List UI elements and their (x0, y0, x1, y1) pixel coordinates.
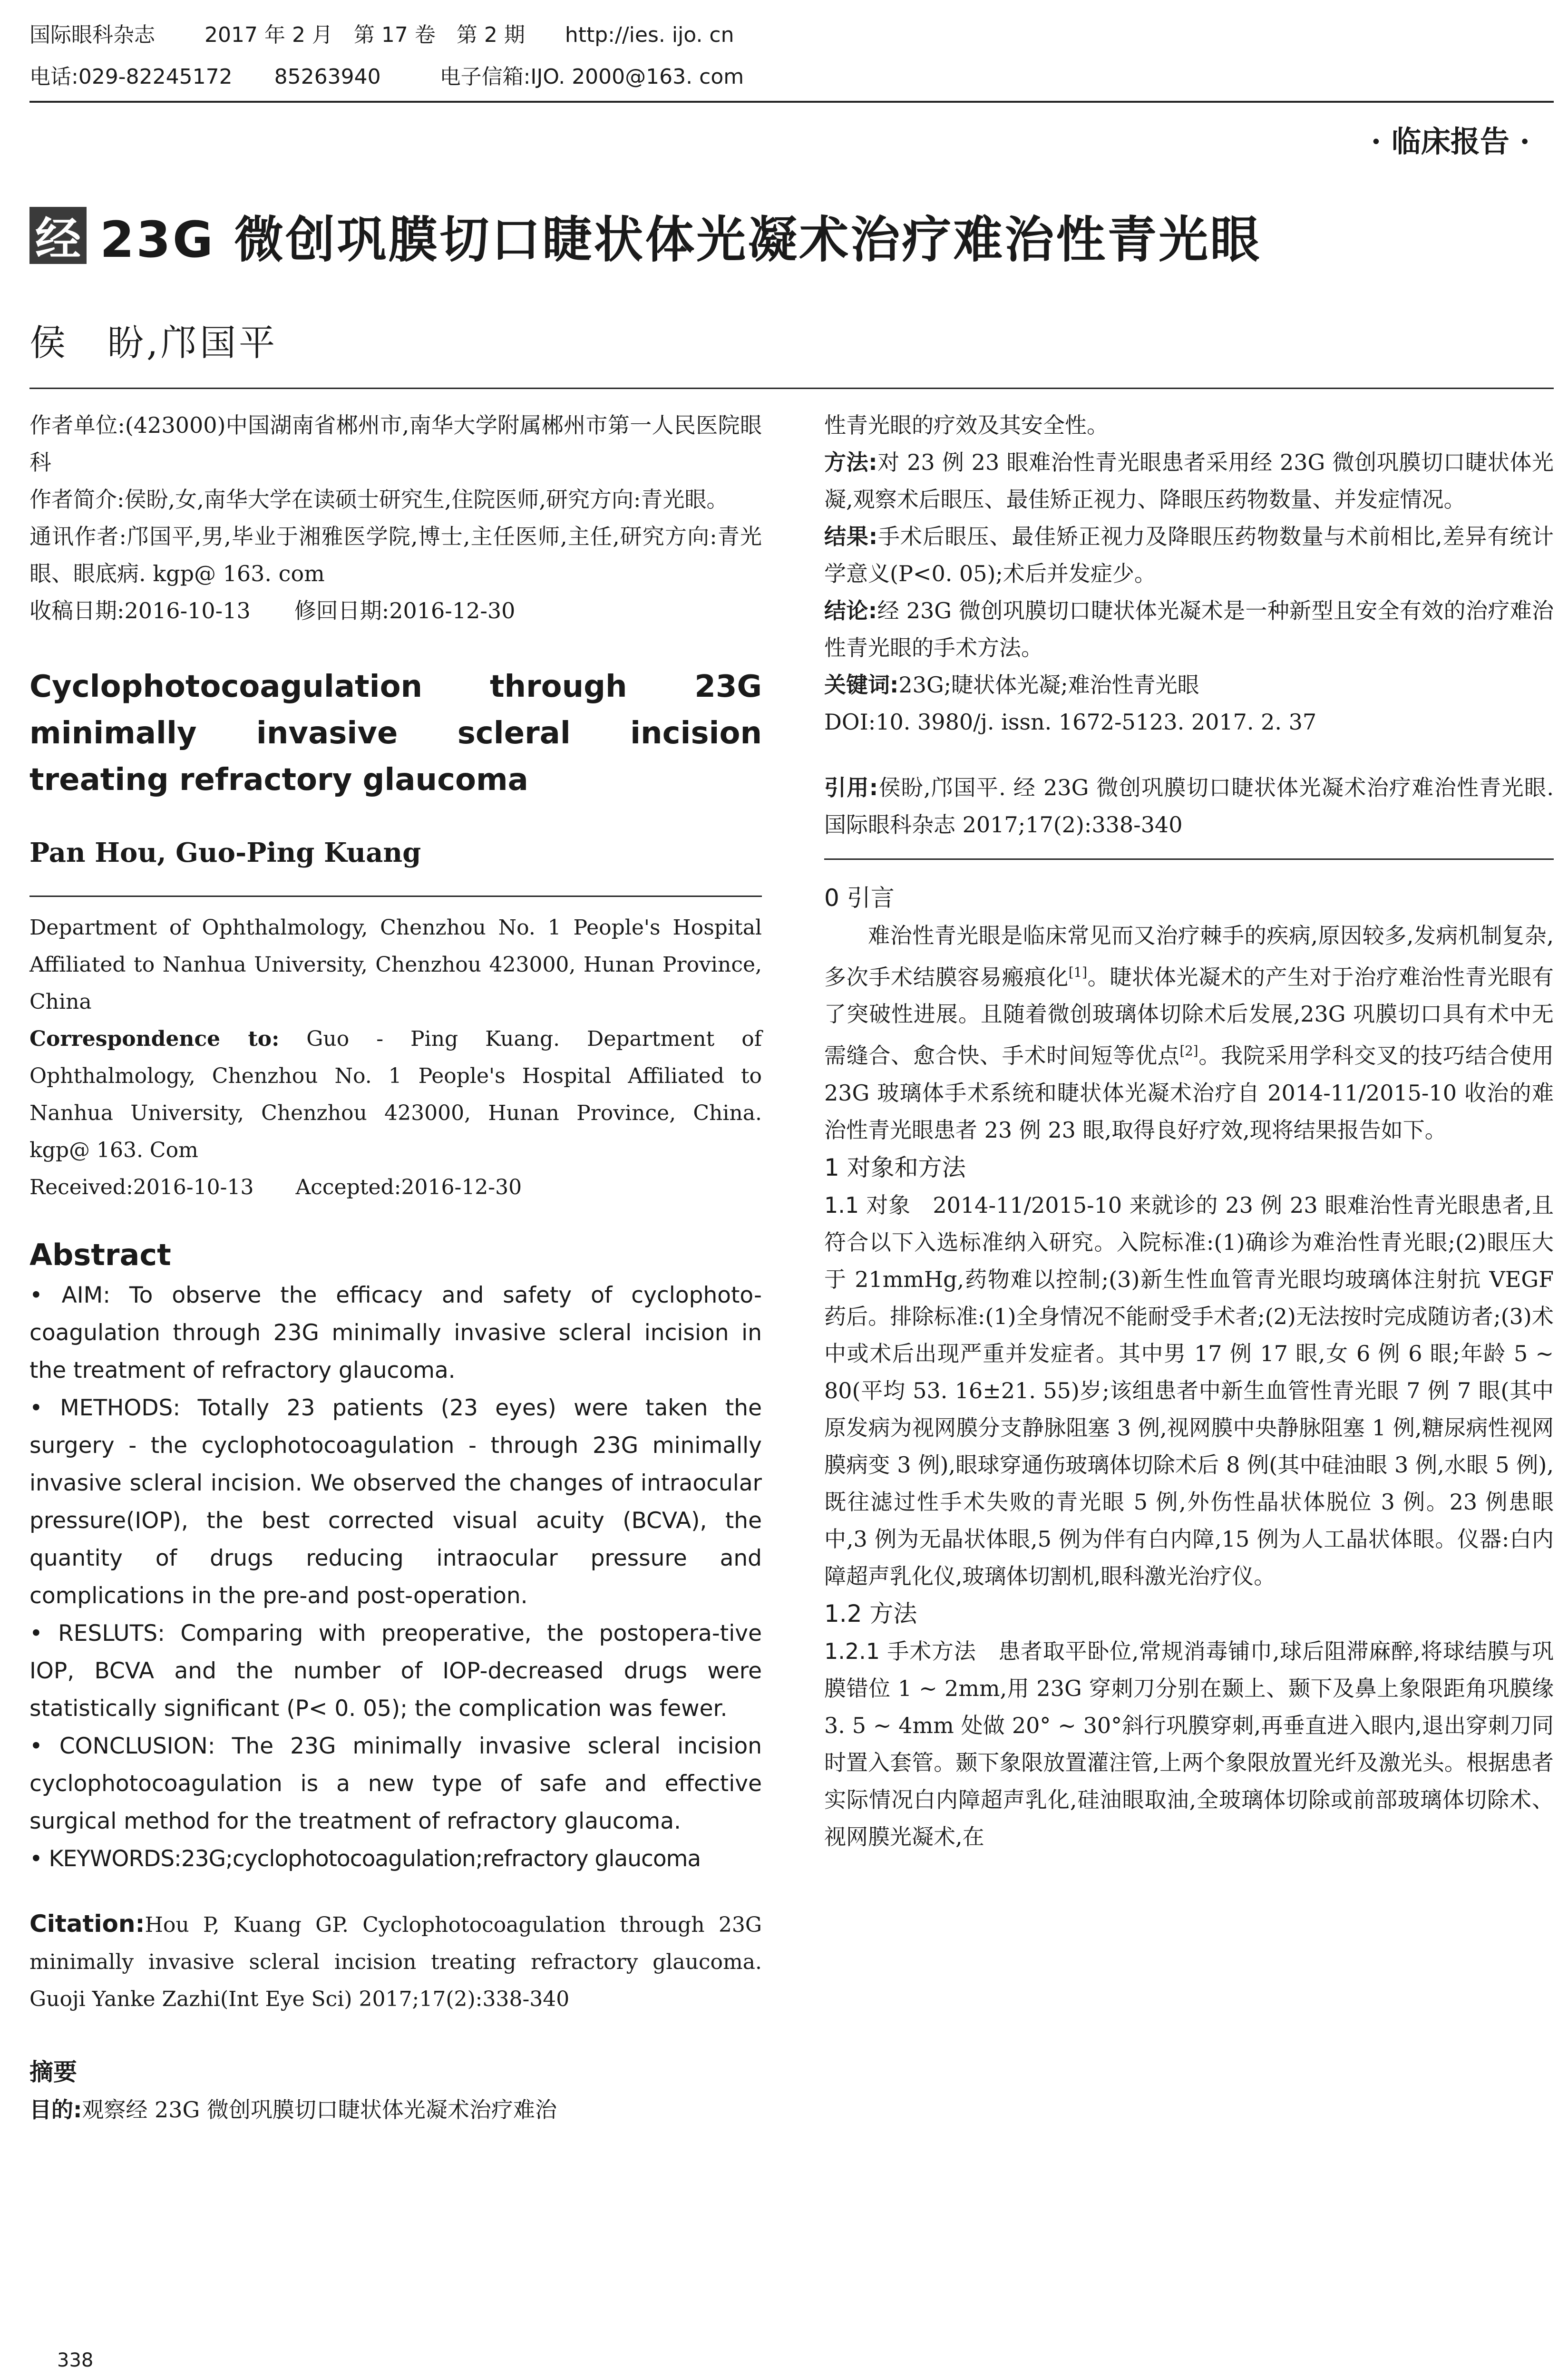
corresponding-author: 通讯作者:邝国平,男,毕业于湘雅医学院,博士,主任医师,主任,研究方向:青光眼、眼底病. kgp@ 163. com (29, 524, 762, 586)
objective-continued: 性青光眼的疗效及其安全性。 (824, 412, 1109, 438)
objective-label: 目的: (29, 2097, 82, 2123)
chinese-abstract-heading: 摘要 (29, 2058, 77, 2086)
category-mark: 经 (29, 207, 87, 264)
results-label: 结果: (824, 524, 878, 549)
section-1-2-1-text: 患者取平卧位,常规消毒铺巾,球后阻滞麻醉,将球结膜与巩膜错位 1 ~ 2mm,用 23G 穿刺刀分别在颞上、颞下及鼻上象限距角巩膜缘 3. 5 ~ 4mm 处做 20° ~ 30°斜行巩膜穿刺,再垂直进入眼内,退出穿刺刀同时置入套管。颞下象限放置灌注管,上两个象限放置光纤及激光头。根据患者实际情况白内障超声乳化,硅油眼取油,全玻璃体切除或前部玻璃体切除术、视网膜光凝术,在 (824, 1638, 1554, 1850)
journal-name: 国际眼科杂志 (29, 23, 155, 47)
right-column (824, 407, 1554, 1855)
methods-text: 对 23 例 23 眼难治性青光眼患者采用经 23G 微创巩膜切口睫状体光凝,观察术后眼压、最佳矫正视力、降眼压药物数量、并发症情况。 (824, 449, 1554, 512)
left-column (29, 407, 762, 2128)
citation (29, 1905, 762, 2018)
section-tag: · 临床报告 · (1371, 124, 1530, 159)
abstract-aim: • AIM: To observe the efficacy and safety of cyclophoto-coagulation through 23G minimally invasive scleral incision in the treatment of refractory glaucoma. (29, 1282, 762, 1383)
intro-text-1: 难治性青光眼是临床常见而又治疗棘手的疾病,原因较多,发病机制复杂,多次手术结膜容易瘢痕化 (824, 923, 1554, 990)
abstract-methods: • METHODS: Totally 23 patients (23 eyes) were taken the surgery - the cyclophotocoagulation - through 23G minimally invasive scleral incision. We observed the changes of intraocular pressure(IOP), the best corrected visual acuity (BCVA), the quantity of drugs reducing intraocular pressure and complications in the pre-and post-operation. (29, 1395, 762, 1609)
citation-cn-text: 侯盼,邝国平. 经 23G 微创巩膜切口睫状体光凝术治疗难治性青光眼. 国际眼科杂志 2017;17(2):338-340 (824, 775, 1554, 838)
intro-text-3: 。我院采用学科交叉的技巧结合使用 23G 玻璃体手术系统和睫状体光凝术治疗自 2014-11/2015-10 收治的难治性青光眼患者 23 例 23 眼,取得良好疗效,现将结果报告如下。 (824, 1042, 1554, 1143)
received-dates: 收稿日期:2016-10-13 修回日期:2016-12-30 (29, 598, 516, 623)
section-1-2-1 (824, 1633, 1554, 1855)
abstract-conclusion-cn (824, 592, 1554, 666)
abstract-results-cn (824, 518, 1554, 592)
ref-1[interactable]: [1] (1068, 964, 1087, 980)
running-header (29, 25, 734, 46)
correspondence-label: Correspondence to: (29, 1027, 280, 1051)
email[interactable]: 电子信箱:IJO. 2000@163. com (439, 65, 744, 89)
intro-text-2: 。睫状体光凝术的产生对于治疗难治性青光眼有了突破性进展。且随着微创玻璃体切除术后发展,23G 巩膜切口具有术中无需缝合、愈合快、手术时间短等优点 (824, 964, 1554, 1069)
methods-label: 方法: (824, 449, 877, 475)
abstract-results: • RESLUTS: Comparing with preoperative, the postopera-tive IOP, BCVA and the number of IOP-decreased drugs were statistically significant (P< 0. 05); the complication was fewer. (29, 1620, 762, 1722)
conclusion-label: 结论: (824, 598, 877, 623)
title-row (29, 200, 1261, 271)
article-title: 23G 微创巩膜切口睫状体光凝术治疗难治性青光眼 (100, 211, 1262, 269)
section-0-heading: 0 引言 (824, 884, 895, 912)
keywords-label: 关键词: (824, 672, 899, 698)
header-rule (29, 101, 1554, 103)
section-1-2-1-label: 1.2.1 手术方法 (824, 1638, 976, 1664)
page-number: 338 (57, 2349, 94, 2371)
title-rule (29, 388, 1554, 389)
intro-paragraph (824, 917, 1554, 1149)
authors-cn: 侯 盼,邝国平 (29, 321, 278, 364)
english-dates: Received:2016-10-13 Accepted:2016-12-30 (29, 1175, 522, 1199)
abstract-heading: Abstract (29, 1237, 171, 1272)
journal-url[interactable]: http://ies. ijo. cn (565, 23, 734, 47)
section-1-2-heading: 1.2 方法 (824, 1599, 917, 1627)
english-title: Cyclophotocoagulation through 23G minimally invasive scleral incision treating refractory glaucoma (29, 669, 762, 798)
author-rule (29, 896, 762, 897)
section-1-1 (824, 1187, 1554, 1595)
correspondence-text: Guo - Ping Kuang. Department of Ophthalmology, Chenzhou No. 1 People's Hospital Affiliated to Nanhua University, Chenzhou 423000, Hunan Province, China. kgp@ 163. Com (29, 1027, 762, 1162)
contact-line (29, 67, 744, 88)
citation-cn-label: 引用: (824, 775, 878, 800)
affiliation: Department of Ophthalmology, Chenzhou No. 1 People's Hospital Affiliated to Nanhua University, Chenzhou 423000, Hunan Province, China (29, 916, 762, 1014)
objective-text: 观察经 23G 微创巩膜切口睫状体光凝术治疗难治 (82, 2097, 557, 2123)
abstract-methods-cn (824, 444, 1554, 518)
english-authors: Pan Hou, Guo-Ping Kuang (29, 837, 421, 868)
author-bio: 作者简介:侯盼,女,南华大学在读硕士研究生,住院医师,研究方向:青光眼。 (29, 487, 729, 512)
conclusion-text: 经 23G 微创巩膜切口睫状体光凝术是一种新型且安全有效的治疗难治性青光眼的手术方法。 (824, 598, 1554, 661)
results-text: 手术后眼压、最佳矫正视力及降眼压药物数量与术前相比,差异有统计学意义(P<0. 05);术后并发症少。 (824, 524, 1554, 586)
ref-2[interactable]: [2] (1179, 1043, 1198, 1059)
abstract-objective (29, 2091, 762, 2128)
citation-text: Hou P, Kuang GP. Cyclophotocoagulation through 23G minimally invasive scleral incision treating refractory glaucoma. Guoji Yanke Zazhi(Int Eye Sci) 2017;17(2):338-340 (29, 1913, 762, 2011)
abstract-keywords: • KEYWORDS:23G;cyclophotocoagulation;refractory glaucoma (29, 1846, 701, 1872)
doi[interactable]: DOI:10. 3980/j. issn. 1672-5123. 2017. 2. 37 (824, 709, 1317, 735)
keywords-cn (824, 666, 1554, 703)
issue-info: 2017 年 2 月 第 17 卷 第 2 期 (205, 23, 525, 47)
correspondence (29, 1021, 762, 1169)
section-1-1-label: 1.1 对象 (824, 1192, 911, 1218)
abstract-conclusion: • CONCLUSION: The 23G minimally invasive scleral incision cyclophotocoagulation is a new type of safe and effective surgical method for the treatment of refractory glaucoma. (29, 1733, 762, 1834)
keywords-text: 23G;睫状体光凝;难治性青光眼 (898, 672, 1199, 698)
section-1-1-text: 2014-11/2015-10 来就诊的 23 例 23 眼难治性青光眼患者,且符合以下入选标准纳入研究。入院标准:(1)确诊为难治性青光眼;(2)眼压大于 21mmHg,药物难以控制;(3)新生性血管青光眼均玻璃体注射抗 VEGF 药后。排除标准:(1)全身情况不能耐受手术者;(2)无法按时完成随访者;(3)术中或术后出现严重并发症者。其中男 17 例 17 眼,女 6 例 6 眼;年龄 5 ~ 80(平均 53. 16±21. 55)岁;该组患者中新生血管性青光眼 7 例 7 眼(其中原发病为视网膜分支静脉阻塞 3 例,视网膜中央静脉阻塞 1 例,糖尿病性视网膜病变 3 例),眼球穿通伤玻璃体切除术后 8 例(其中硅油眼 3 例,水眼 5 例),既往滤过性手术失败的青光眼 5 例,外伤性晶状体脱位 3 例。23 例患眼中,3 例为无晶状体眼,5 例为伴有白内障,15 例为人工晶状体眼。仪器:白内障超声乳化仪,玻璃体切割机,眼科激光治疗仪。 (824, 1192, 1554, 1589)
author-unit: 作者单位:(423000)中国湖南省郴州市,南华大学附属郴州市第一人民医院眼科 (29, 412, 762, 475)
section-1-heading: 1 对象和方法 (824, 1153, 966, 1181)
citation-cn (824, 769, 1554, 843)
citation-label: Citation: (29, 1910, 145, 1938)
phone: 电话:029-82245172 85263940 (29, 65, 381, 89)
intro-rule (824, 858, 1554, 860)
